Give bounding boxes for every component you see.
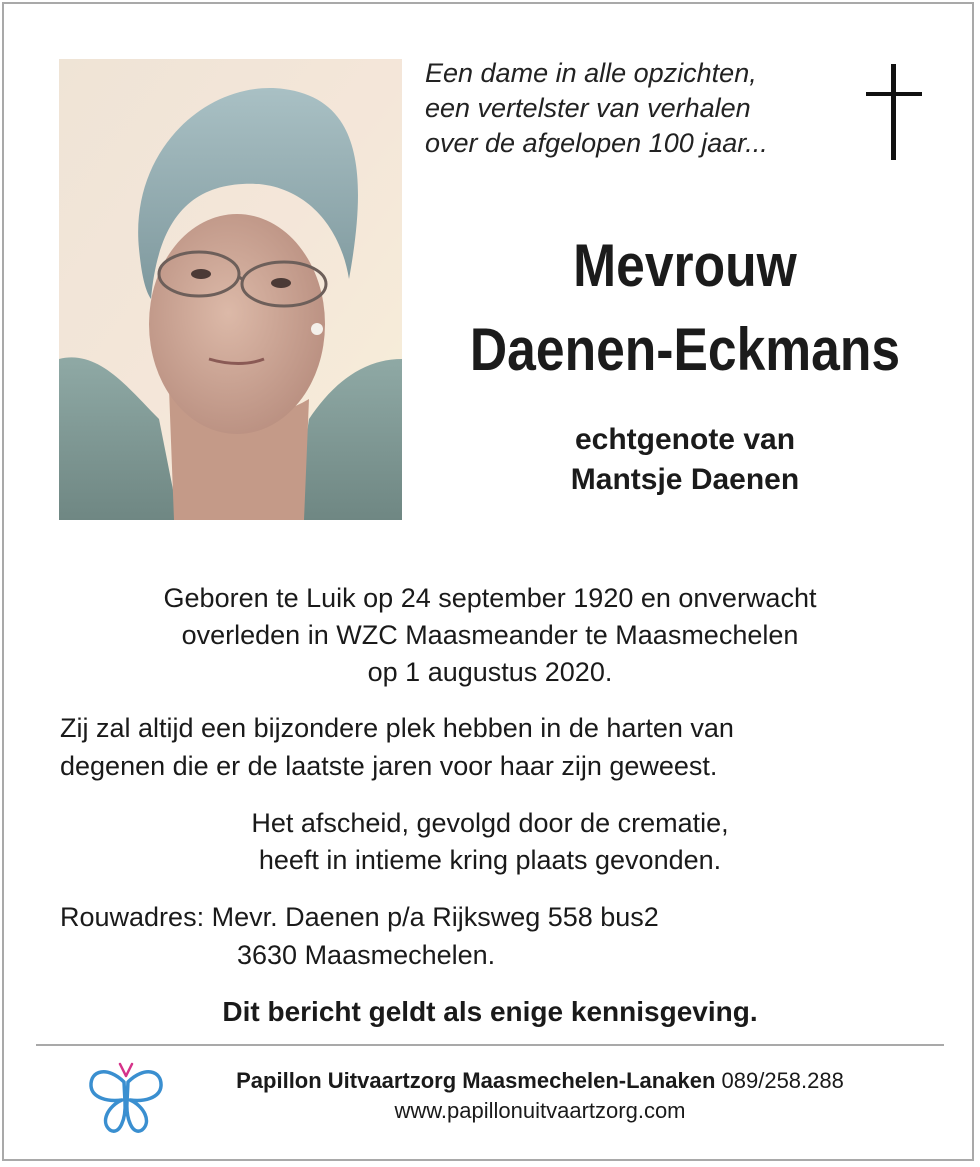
name-title: Mevrouw xyxy=(573,232,797,299)
quote-line: Een dame in alle opzichten, xyxy=(425,58,757,88)
farewell-text xyxy=(60,805,920,879)
memory-line: degenen die er de laatste jaren voor haar zijn geweest. xyxy=(60,751,718,781)
cross-icon xyxy=(866,64,922,160)
farewell-line: heeft in intieme kring plaats gevonden. xyxy=(258,845,722,875)
footer-company-line xyxy=(180,1066,900,1096)
portrait-photo xyxy=(59,59,402,520)
quote-line: over de afgelopen 100 jaar... xyxy=(425,128,768,158)
memory-text xyxy=(60,709,920,785)
address-line: Rouwadres: Mevr. Daenen p/a Rijksweg 558 bus2 xyxy=(60,902,659,932)
notice-text: Dit bericht geldt als enige kennisgeving. xyxy=(222,996,758,1027)
memory-line: Zij zal altijd een bijzondere plek hebben in de harten van xyxy=(60,713,734,743)
footer xyxy=(180,1066,900,1126)
name-surname: Daenen-Eckmans xyxy=(469,316,901,383)
birth-death-line: overleden in WZC Maasmeander te Maasmechelen xyxy=(181,620,799,650)
company-phone: 089/258.288 xyxy=(721,1068,844,1093)
company-website[interactable]: www.papillonuitvaartzorg.com xyxy=(394,1098,686,1123)
spouse-relation: echtgenote van xyxy=(574,423,796,456)
divider xyxy=(36,1044,944,1046)
farewell-line: Het afscheid, gevolgd door de crematie, xyxy=(251,808,729,838)
birth-death-line: Geboren te Luik op 24 september 1920 en onverwacht xyxy=(163,583,817,613)
deceased-name xyxy=(420,224,950,392)
company-name: Papillon Uitvaartzorg Maasmechelen-Lanaken xyxy=(236,1068,716,1093)
mourning-address xyxy=(60,898,920,974)
butterfly-logo-icon xyxy=(88,1062,164,1136)
spouse-info xyxy=(420,420,950,500)
quote xyxy=(425,56,845,161)
birth-death-line: op 1 augustus 2020. xyxy=(367,657,613,687)
spouse-name: Mantsje Daenen xyxy=(570,463,800,496)
address-city: 3630 Maasmechelen. xyxy=(237,940,496,970)
quote-line: een vertelster van verhalen xyxy=(425,93,751,123)
birth-death-info xyxy=(60,580,920,691)
